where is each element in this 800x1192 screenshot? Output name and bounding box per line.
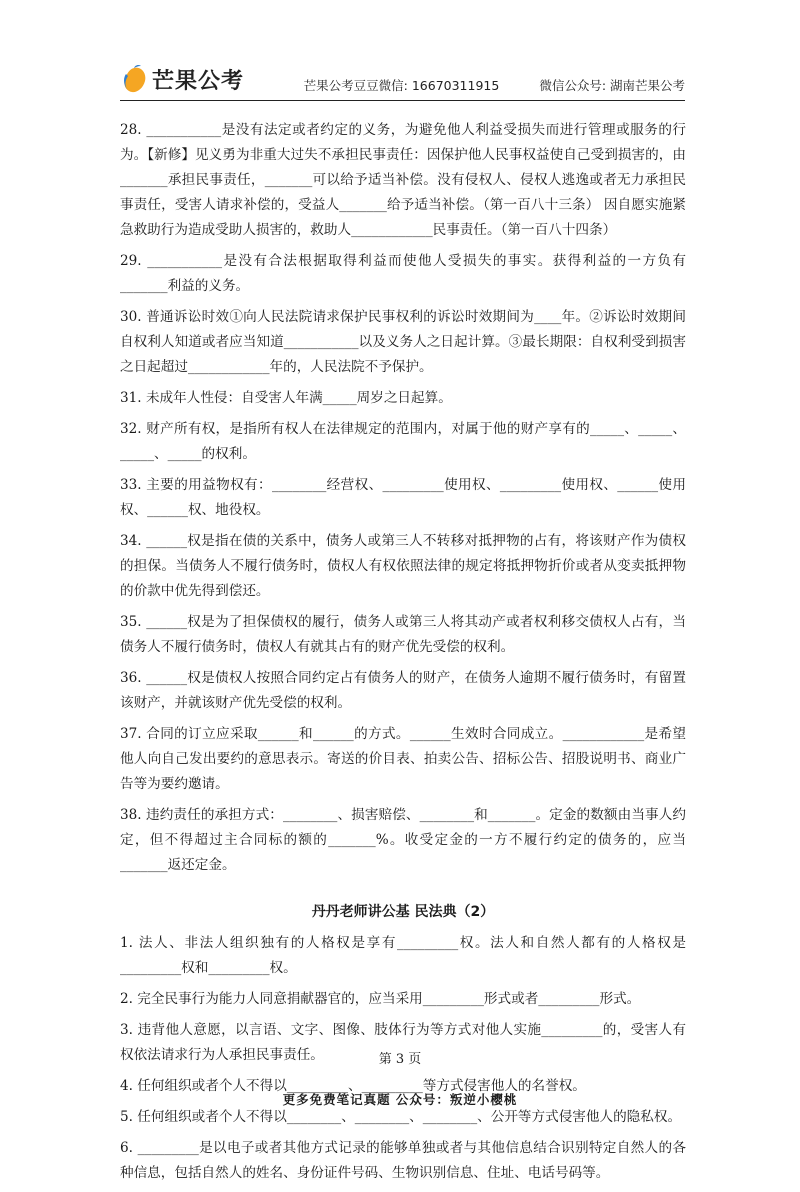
question-3: 3. 违背他人意愿，以言语、文字、图像、肢体行为等方式对他人实施_________的，受害人有权依法请求行为人承担民事责任。	[120, 1022, 686, 1063]
question-2: 2. 完全民事行为能力人同意捐献器官的，应当采用_________形式或者_________形式。	[120, 991, 641, 1007]
question-33: 33. 主要的用益物权有：________经营权、_________使用权、_________使用权、______使用权、______权、地役权。	[120, 477, 686, 518]
wechat-official-account: 微信公众号: 湖南芒果公考	[539, 78, 685, 93]
question-28: 28. ___________是没有法定或者约定的义务，为避免他人利益受损失而进行管理或服务的行为。【新修】见义勇为非重大过失不承担民事责任：因保护他人民事权益使自己受到损害的，由_______承担民事责任，_______可以给予适当补偿。没有侵权人、侵权人逃逸或者无力承担民事责任，受害人请求补偿的，受益人_______给予适当补偿。（第一百八十三条） 因自愿实施紧急救助行为造成受助人损害的，救助人____________民事责任。（第一百八十四条）	[120, 122, 686, 238]
page-header	[120, 60, 685, 101]
section-title: 丹丹老师讲公基 民法典（2）	[311, 904, 495, 920]
question-34: 34. ______权是指在债的关系中，债务人或第三人不转移对抵押物的占有，将该财产作为债权的担保。当债务人不履行债务时，债权人有权依照法律的规定将抵押物折价或者从变卖抵押物的价款中优先得到偿还。	[120, 533, 686, 599]
header-contact	[304, 76, 685, 94]
footer-text: 更多免费笔记真题 公众号：叛逆小樱桃	[282, 1092, 518, 1107]
question-4: 4. 任何组织或者个人不得以_________、_________等方式侵害他人的名誉权。	[120, 1078, 586, 1094]
logo	[120, 62, 244, 96]
question-1: 1. 法人、非法人组织独有的人格权是享有_________权。法人和自然人都有的人格权是_________权和_________权。	[120, 935, 686, 976]
question-37: 37. 合同的订立应采取______和______的方式。______生效时合同成立。____________是希望他人向自己发出要约的意思表示。寄送的价目表、拍卖公告、招标公告、招股说明书、商业广告等为要约邀请。	[120, 726, 686, 792]
question-6: 6. _________是以电子或者其他方式记录的能够单独或者与其他信息结合识别特定自然人的各种信息，包括自然人的姓名、身份证件号码、生物识别信息、住址、电话号码等。	[120, 1140, 686, 1181]
question-32: 32. 财产所有权，是指所有权人在法律规定的范围内，对属于他的财产享有的_____、_____、_____、_____的权利。	[120, 421, 686, 462]
question-36: 36. ______权是债权人按照合同约定占有债务人的财产，在债务人逾期不履行债务时，有留置该财产，并就该财产优先受偿的权利。	[120, 670, 686, 711]
question-38: 38. 违约责任的承担方式：________、损害赔偿、________和_______。定金的数额由当事人约定，但不得超过主合同标的额的_______%。收受定金的一方不履行约定的债务的，应当_______返还定金。	[120, 807, 686, 873]
logo-text: 芒果公考	[152, 68, 245, 94]
document-body	[120, 118, 686, 1192]
question-31: 31. 未成年人性侵：自受害人年满_____周岁之日起算。	[120, 390, 452, 406]
doudou-wechat: 芒果公考豆豆微信: 16670311915	[303, 78, 500, 93]
mango-logo-icon	[120, 64, 148, 94]
page-number: 第 3 页	[378, 1052, 422, 1067]
question-5: 5. 任何组织或者个人不得以________、________、________、公开等方式侵害他人的隐私权。	[120, 1109, 682, 1125]
question-29: 29. ___________是没有合法根据取得利益而使他人受损失的事实。获得利益的一方负有_______利益的义务。	[120, 253, 686, 294]
question-30: 30. 普通诉讼时效①向人民法院请求保护民事权利的诉讼时效期间为____年。②诉讼时效期间自权利人知道或者应当知道___________以及义务人之日起计算。③最长期限：自权利受到损害之日起超过____________年的，人民法院不予保护。	[120, 309, 686, 375]
question-35: 35. ______权是为了担保债权的履行，债务人或第三人将其动产或者权利移交债权人占有，当债务人不履行债务时，债权人有就其占有的财产优先受偿的权利。	[120, 614, 686, 655]
